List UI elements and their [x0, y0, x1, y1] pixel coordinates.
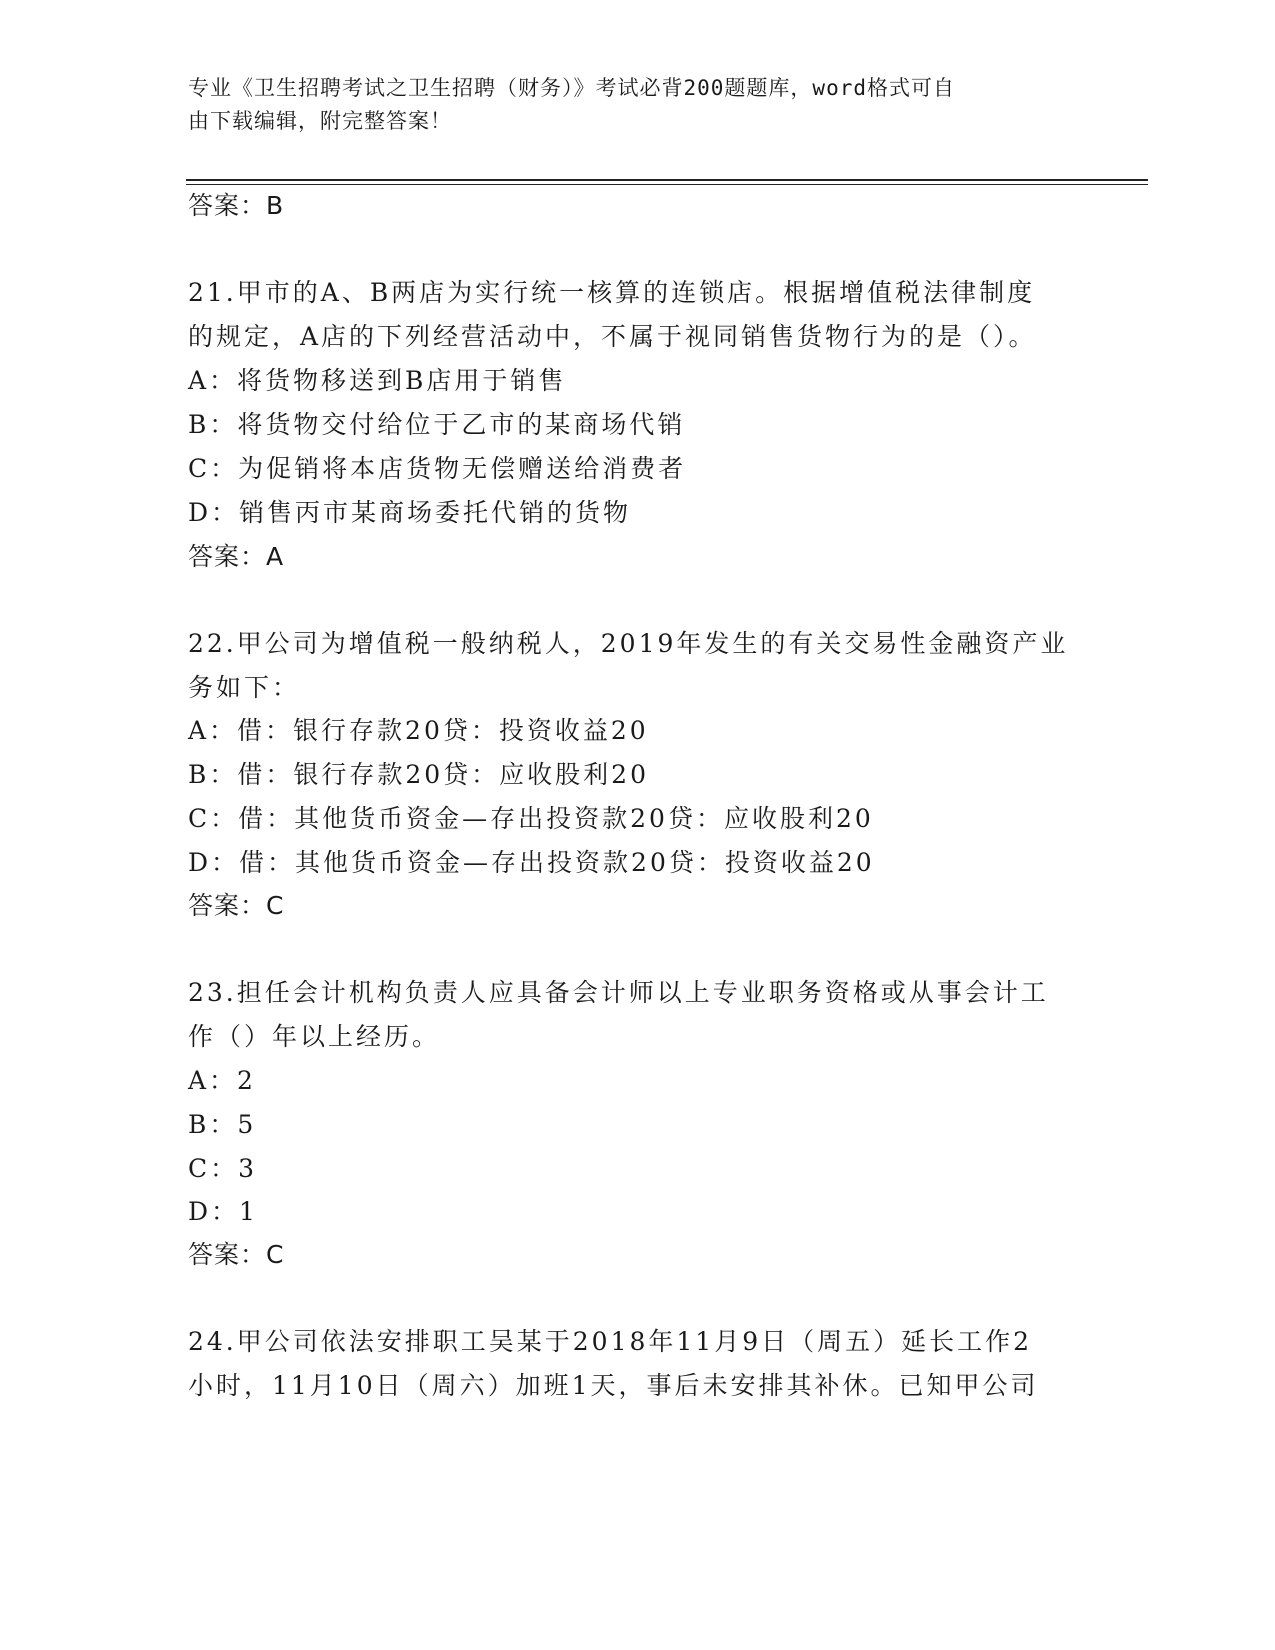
- question-21-answer: 答案：A: [188, 542, 285, 571]
- question-21-option-c: C：为促销将本店货物无偿赠送给消费者: [188, 454, 687, 483]
- question-22-option-a: A：借：银行存款20贷：投资收益20: [188, 716, 649, 745]
- header-line-1: 专业《卫生招聘考试之卫生招聘（财务）》考试必背200题题库，word格式可自: [188, 76, 955, 100]
- question-24-stem-1: 24.甲公司依法安排职工吴某于2018年11月9日（周五）延长工作2: [188, 1327, 1033, 1356]
- document-header: [188, 72, 1068, 138]
- question-23-stem-1: 23.担任会计机构负责人应具备会计师以上专业职务资格或从事会计工: [188, 978, 1049, 1007]
- header-divider-thin: [186, 184, 1148, 185]
- question-22-answer: 答案：C: [188, 891, 285, 920]
- question-21-stem-2: 的规定，A店的下列经营活动中，不属于视同销售货物行为的是（）。: [188, 322, 1037, 351]
- question-23-option-c: C：3: [188, 1154, 258, 1183]
- answer-line: 答案：B: [188, 191, 285, 220]
- question-24-stem-2: 小时，11月10日（周六）加班1天，事后未安排其补休。已知甲公司: [188, 1371, 1039, 1400]
- question-21-option-b: B：将货物交付给位于乙市的某商场代销: [188, 410, 686, 439]
- header-divider: [186, 179, 1148, 181]
- question-23-option-a: A：2: [188, 1066, 256, 1095]
- question-21-option-a: A：将货物移送到B店用于销售: [188, 366, 567, 395]
- question-22-option-d: D：借：其他货币资金—存出投资款20贷：投资收益20: [188, 848, 875, 877]
- question-21-stem-1: 21.甲市的A、B两店为实行统一核算的连锁店。根据增值税法律制度: [188, 278, 1036, 307]
- question-23-stem-2: 作（）年以上经历。: [188, 1022, 441, 1051]
- question-22-option-b: B：借：银行存款20贷：应收股利20: [188, 760, 649, 789]
- question-22-option-c: C：借：其他货币资金—存出投资款20贷：应收股利20: [188, 804, 874, 833]
- question-23-option-d: D：1: [188, 1197, 258, 1226]
- question-22-stem-2: 务如下：: [188, 673, 301, 702]
- question-21-option-d: D：销售丙市某商场委托代销的货物: [188, 498, 632, 527]
- header-line-2: 由下载编辑，附完整答案！: [188, 109, 452, 133]
- question-23-answer: 答案：C: [188, 1240, 285, 1269]
- question-23-option-b: B：5: [188, 1110, 257, 1139]
- question-22-stem-1: 22.甲公司为增值税一般纳税人，2019年发生的有关交易性金融资产业: [188, 629, 1069, 658]
